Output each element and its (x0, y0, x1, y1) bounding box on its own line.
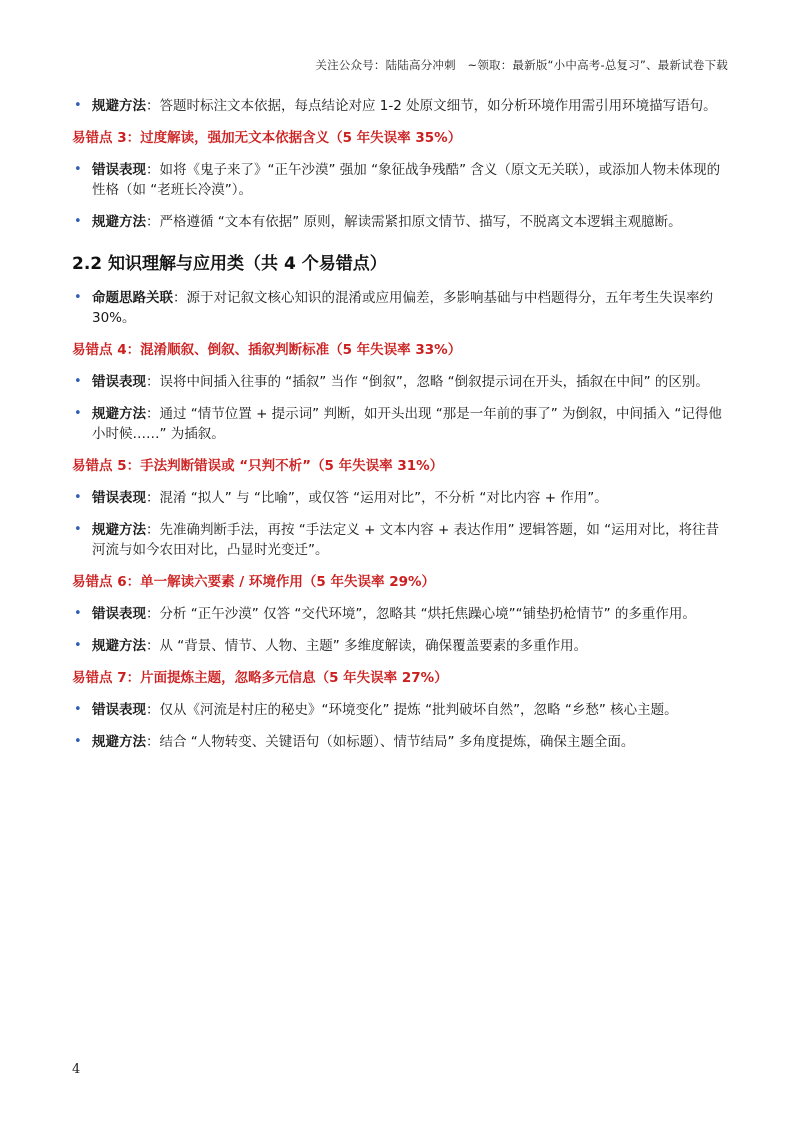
bullet-text: ：答题时标注文本依据，每点结论对应 1-2 处原文细节，如分析环境作用需引用环境描写语句。 (146, 98, 717, 114)
error-point-heading-4: 易错点 4：混淆顺叙、倒叙、插叙判断标准（5 年失误率 33%） (72, 342, 462, 358)
bullet-dot-icon: • (74, 490, 82, 505)
bullet-label: 错误表现 (92, 606, 146, 622)
bullet-text: ：误将中间插入往事的 “插叙” 当作 “倒叙”，忽略 “倒叙提示词在开头，插叙在中间” 的区别。 (146, 374, 709, 390)
bullet-text: ：源于对记叙文核心知识的混淆或应用偏差，多影响基础与中档题得分，五年考生失误率约 30%。 (92, 290, 713, 326)
bullet-label: 规避方法 (92, 522, 146, 538)
error-point-heading-7: 易错点 7：片面提炼主题，忽略多元信息（5 年失误率 27%） (72, 670, 448, 686)
bullet-text: ：仅从《河流是村庄的秘史》“环境变化” 提炼 “批判破坏自然”，忽略 “乡愁” 核心主题。 (146, 702, 678, 718)
bullet-item (72, 288, 732, 328)
bullet-label: 规避方法 (92, 214, 146, 230)
bullet-item (72, 160, 732, 200)
bullet-item (72, 604, 732, 624)
bullet-label: 命题思路关联 (92, 290, 173, 306)
page-header: 关注公众号：陆陆高分冲刺 ~领取：最新版“小中高考-总复习”、最新试卷下载 (315, 58, 728, 72)
bullet-text: ：混淆 “拟人” 与 “比喻”，或仅答 “运用对比”，不分析 “对比内容 + 作用”。 (146, 490, 608, 506)
bullet-label: 错误表现 (92, 162, 146, 178)
bullet-dot-icon: • (74, 702, 82, 717)
bullet-label: 错误表现 (92, 374, 146, 390)
bullet-text: ：从 “背景、情节、人物、主题” 多维度解读，确保覆盖要素的多重作用。 (146, 638, 588, 654)
bullet-label: 规避方法 (92, 98, 146, 114)
bullet-label: 规避方法 (92, 734, 146, 750)
bullet-dot-icon: • (74, 606, 82, 621)
bullet-label: 错误表现 (92, 490, 146, 506)
bullet-item (72, 520, 732, 560)
bullet-item (72, 700, 732, 720)
bullet-item (72, 96, 732, 116)
bullet-item (72, 212, 732, 232)
error-point-heading-5: 易错点 5：手法判断错误或 “只判不析”（5 年失误率 31%） (72, 458, 444, 474)
bullet-dot-icon: • (74, 406, 82, 421)
bullet-text: ：分析 “正午沙漠” 仅答 “交代环境”，忽略其 “烘托焦躁心境”“铺垫扔枪情节” 的多重作用。 (146, 606, 696, 622)
error-point-heading-6: 易错点 6：单一解读六要素 / 环境作用（5 年失误率 29%） (72, 574, 436, 590)
bullet-dot-icon: • (74, 522, 82, 537)
bullet-text: ：先准确判断手法，再按 “手法定义 + 文本内容 + 表达作用” 逻辑答题，如 “运用对比，将往昔河流与如今农田对比，凸显时光变迁”。 (92, 522, 720, 558)
bullet-item (72, 732, 732, 752)
bullet-item (72, 372, 732, 392)
bullet-label: 规避方法 (92, 638, 146, 654)
bullet-text: ：严格遵循 “文本有依据” 原则，解读需紧扣原文情节、描写，不脱离文本逻辑主观臆断。 (146, 214, 682, 230)
bullet-text: ：通过 “情节位置 + 提示词” 判断，如开头出现 “那是一年前的事了” 为倒叙，中间插入 “记得他小时候……” 为插叙。 (92, 406, 722, 442)
bullet-dot-icon: • (74, 734, 82, 749)
bullet-dot-icon: • (74, 374, 82, 389)
page-number: 4 (72, 1062, 81, 1077)
bullet-dot-icon: • (74, 214, 82, 229)
bullet-dot-icon: • (74, 290, 82, 305)
document-body (72, 96, 732, 764)
bullet-text: ：结合 “人物转变、关键语句（如标题）、情节结局” 多角度提炼，确保主题全面。 (146, 734, 635, 750)
bullet-label: 错误表现 (92, 702, 146, 718)
error-point-heading-3: 易错点 3：过度解读，强加无文本依据含义（5 年失误率 35%） (72, 130, 462, 146)
bullet-dot-icon: • (74, 98, 82, 113)
bullet-item (72, 488, 732, 508)
bullet-text: ：如将《鬼子来了》“正午沙漠” 强加 “象征战争残酷” 含义（原文无关联），或添加人物未体现的性格（如 “老班长冷漠”）。 (92, 162, 721, 198)
bullet-item (72, 636, 732, 656)
bullet-dot-icon: • (74, 638, 82, 653)
bullet-label: 规避方法 (92, 406, 146, 422)
section-heading-2-2: 2.2 知识理解与应用类（共 4 个易错点） (72, 254, 387, 274)
bullet-dot-icon: • (74, 162, 82, 177)
bullet-item (72, 404, 732, 444)
